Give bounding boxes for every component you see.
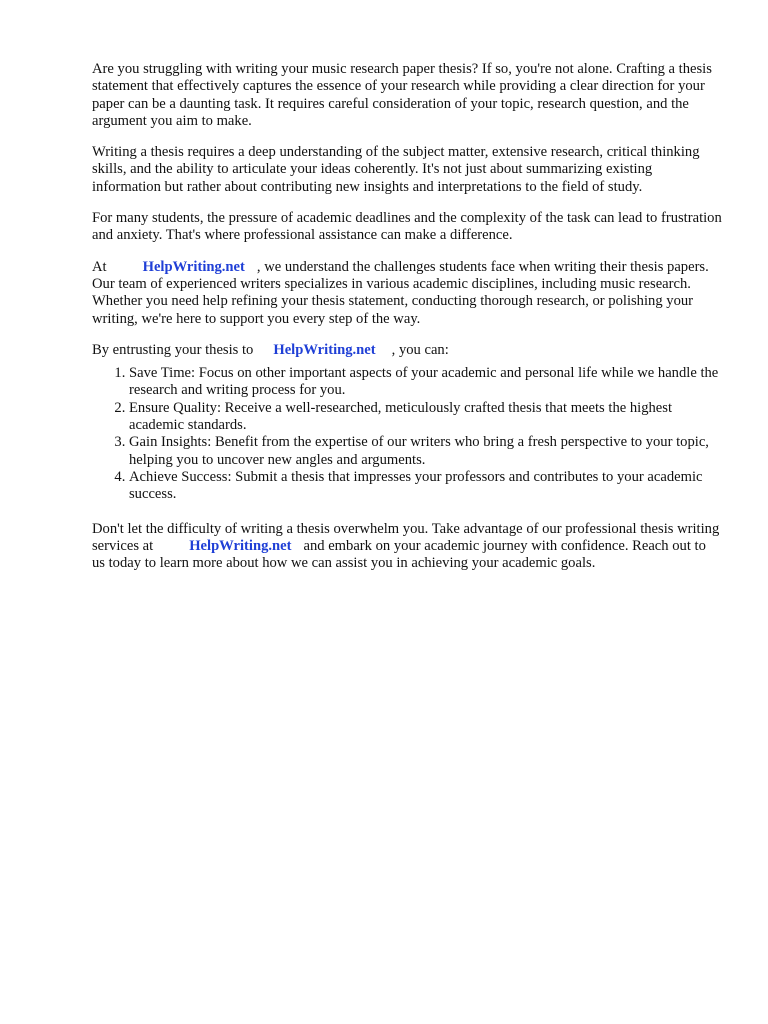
document-body — [92, 61, 722, 586]
benefit-item-gain-insights: 3. Gain Insights: Benefit from the expertise of our writers who bring a fresh perspective to your topic, helping you to uncover new angles and arguments. — [129, 434, 722, 469]
student-pressure-paragraph: For many students, the pressure of academic deadlines and the complexity of the task can lead to frustration and anxiety. That's where professional assistance can make a difference. — [92, 210, 722, 244]
service-intro-prefix: At — [92, 258, 107, 275]
benefit-item-ensure-quality: 2. Ensure Quality: Receive a well-researched, meticulously crafted thesis that meets the highest academic standards. — [129, 400, 722, 435]
benefit-item-save-time: 1. Save Time: Focus on other important aspects of your academic and personal life while we handle the research and writing process for you. — [129, 365, 722, 400]
benefits-lead-suffix: , you can: — [391, 341, 449, 358]
benefits-lead-paragraph — [92, 342, 722, 359]
closing-prefix: Don't let the difficulty of writing a thesis overwhelm you. Take advantage of our professional thesis writing services at — [92, 520, 720, 554]
closing-paragraph — [92, 521, 722, 573]
benefits-lead-prefix: By entrusting your thesis to — [92, 341, 254, 358]
thesis-requirements-paragraph: Writing a thesis requires a deep understanding of the subject matter, extensive research, critical thinking skills, and the ability to articulate your ideas coherently. It's not just about summarizing existing information but rather about contributing new insights and interpretations to the field of study. — [92, 144, 700, 195]
intro-paragraph: Are you struggling with writing your music research paper thesis? If so, you're not alone. Crafting a thesis statement that effectively captures the essence of your research while providing a clear direction for your paper can be a daunting task. It requires careful consideration of your topic, research question, and the argument you aim to make. — [92, 61, 712, 129]
benefits-list — [92, 365, 722, 503]
benefit-item-achieve-success: 4. Achieve Success: Submit a thesis that impresses your professors and contributes to your academic success. — [129, 469, 722, 504]
service-intro-text: , we understand the challenges students face when writing their thesis papers. Our team of experienced writers specializes in various academic disciplines, including music research. Whether you need help refining your thesis statement, conducting thorough research, or polishing your writing, we're here to support you every step of the way. — [92, 258, 709, 327]
closing-text: and embark on your academic journey with confidence. Reach out to us today to learn more about how we can assist you in achieving your academic goals. — [92, 537, 706, 572]
helpwriting-link-1[interactable]: HelpWriting.net — [142, 258, 245, 275]
helpwriting-link-2[interactable]: HelpWriting.net — [273, 341, 376, 358]
service-intro-paragraph — [92, 259, 722, 328]
helpwriting-link-3[interactable]: HelpWriting.net — [189, 537, 292, 554]
